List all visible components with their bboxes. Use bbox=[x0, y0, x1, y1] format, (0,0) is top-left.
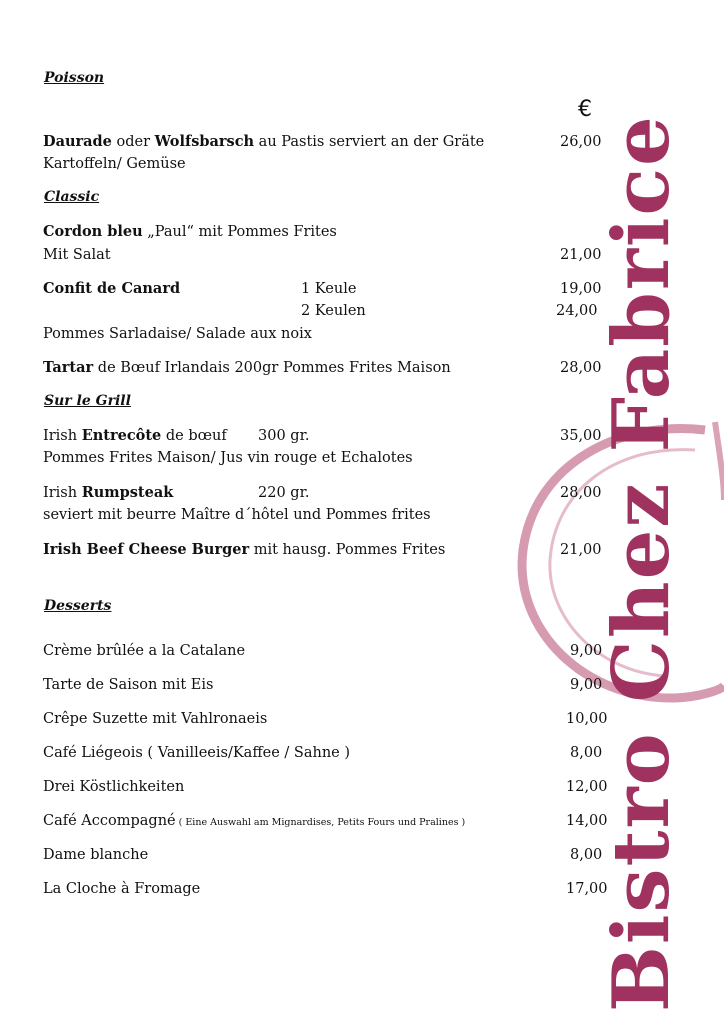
menu-item-rumpsteak bbox=[43, 484, 173, 502]
item-price: 21,00 bbox=[560, 247, 602, 263]
menu-item-entrecote bbox=[43, 427, 227, 445]
item-name: Daurade bbox=[43, 133, 112, 150]
dessert-item: Café Liégeois ( Vanilleeis/Kaffee / Sahne ) bbox=[43, 745, 350, 761]
item-note: ( Eine Auswahl am Mignardises, Petits Fours und Pralines ) bbox=[175, 817, 466, 828]
menu-item-daurade bbox=[43, 133, 484, 151]
dessert-item: Crêpe Suzette mit Vahlronaeis bbox=[43, 711, 268, 727]
dessert-item: Tarte de Saison mit Eis bbox=[43, 677, 214, 693]
item-sides: Pommes Frites Maison/ Jus vin rouge et Echalotes bbox=[43, 450, 413, 466]
section-classic: Classic bbox=[44, 189, 100, 205]
item-name: Rumpsteak bbox=[81, 484, 174, 501]
item-price: 26,00 bbox=[560, 134, 602, 150]
section-poisson: Poisson bbox=[44, 70, 105, 86]
menu-item-confit bbox=[43, 280, 180, 298]
item-connector: oder bbox=[111, 134, 155, 150]
section-desserts: Desserts bbox=[44, 598, 112, 614]
item-description: de bœuf bbox=[161, 428, 227, 444]
item-price: 28,00 bbox=[560, 360, 602, 376]
dessert-item bbox=[43, 812, 465, 832]
item-price: 35,00 bbox=[560, 428, 602, 444]
dessert-item: La Cloche à Fromage bbox=[43, 881, 201, 897]
item-price: 8,00 bbox=[570, 745, 603, 761]
item-price: 9,00 bbox=[570, 643, 603, 659]
menu-item-burger bbox=[43, 541, 445, 559]
menu-item-cordon-bleu bbox=[43, 223, 337, 241]
item-prefix: Irish bbox=[43, 428, 82, 444]
item-name: Cordon bleu bbox=[43, 223, 143, 240]
item-option: 2 Keulen bbox=[301, 303, 366, 319]
item-name: Confit de Canard bbox=[43, 280, 181, 297]
item-price: 28,00 bbox=[560, 485, 602, 501]
section-grill: Sur le Grill bbox=[44, 393, 131, 409]
item-name: Irish Beef Cheese Burger bbox=[43, 541, 250, 558]
dessert-item: Drei Köstlichkeiten bbox=[43, 779, 185, 795]
item-prefix: Irish bbox=[43, 485, 82, 501]
item-weight: 220 gr. bbox=[258, 485, 310, 501]
currency-symbol: € bbox=[578, 97, 592, 122]
item-sides: Pommes Sarladaise/ Salade aux noix bbox=[43, 326, 312, 342]
item-price: 24,00 bbox=[556, 303, 598, 319]
item-description: mit hausg. Pommes Frites bbox=[249, 542, 446, 558]
item-description: „Paul“ mit Pommes Frites bbox=[142, 224, 337, 240]
item-name: Tartar bbox=[43, 359, 94, 376]
item-price: 9,00 bbox=[570, 677, 603, 693]
item-price: 17,00 bbox=[566, 881, 608, 897]
item-name: Café Accompagné bbox=[43, 813, 176, 829]
item-sides: Mit Salat bbox=[43, 247, 111, 263]
item-weight: 300 gr. bbox=[258, 428, 310, 444]
dessert-item: Crème brûlée a la Catalane bbox=[43, 643, 246, 659]
item-description: de Bœuf Irlandais 200gr Pommes Frites Maison bbox=[93, 360, 451, 376]
menu-item-tartar bbox=[43, 359, 451, 377]
item-option: 1 Keule bbox=[301, 281, 357, 297]
item-price: 10,00 bbox=[566, 711, 608, 727]
item-sides: seviert mit beurre Maître d´hôtel und Pommes frites bbox=[43, 507, 431, 523]
brand-name: Bistro Chez Fabrice bbox=[596, 114, 687, 1012]
item-price: 21,00 bbox=[560, 542, 602, 558]
item-price: 19,00 bbox=[560, 281, 602, 297]
item-price: 14,00 bbox=[566, 813, 608, 829]
item-price: 8,00 bbox=[570, 847, 603, 863]
dessert-item: Dame blanche bbox=[43, 847, 149, 863]
item-price: 12,00 bbox=[566, 779, 608, 795]
item-sides: Kartoffeln/ Gemüse bbox=[43, 156, 186, 172]
item-name: Wolfsbarsch bbox=[154, 133, 255, 150]
item-description: au Pastis serviert an der Gräte bbox=[254, 134, 485, 150]
item-name: Entrecôte bbox=[81, 427, 162, 444]
